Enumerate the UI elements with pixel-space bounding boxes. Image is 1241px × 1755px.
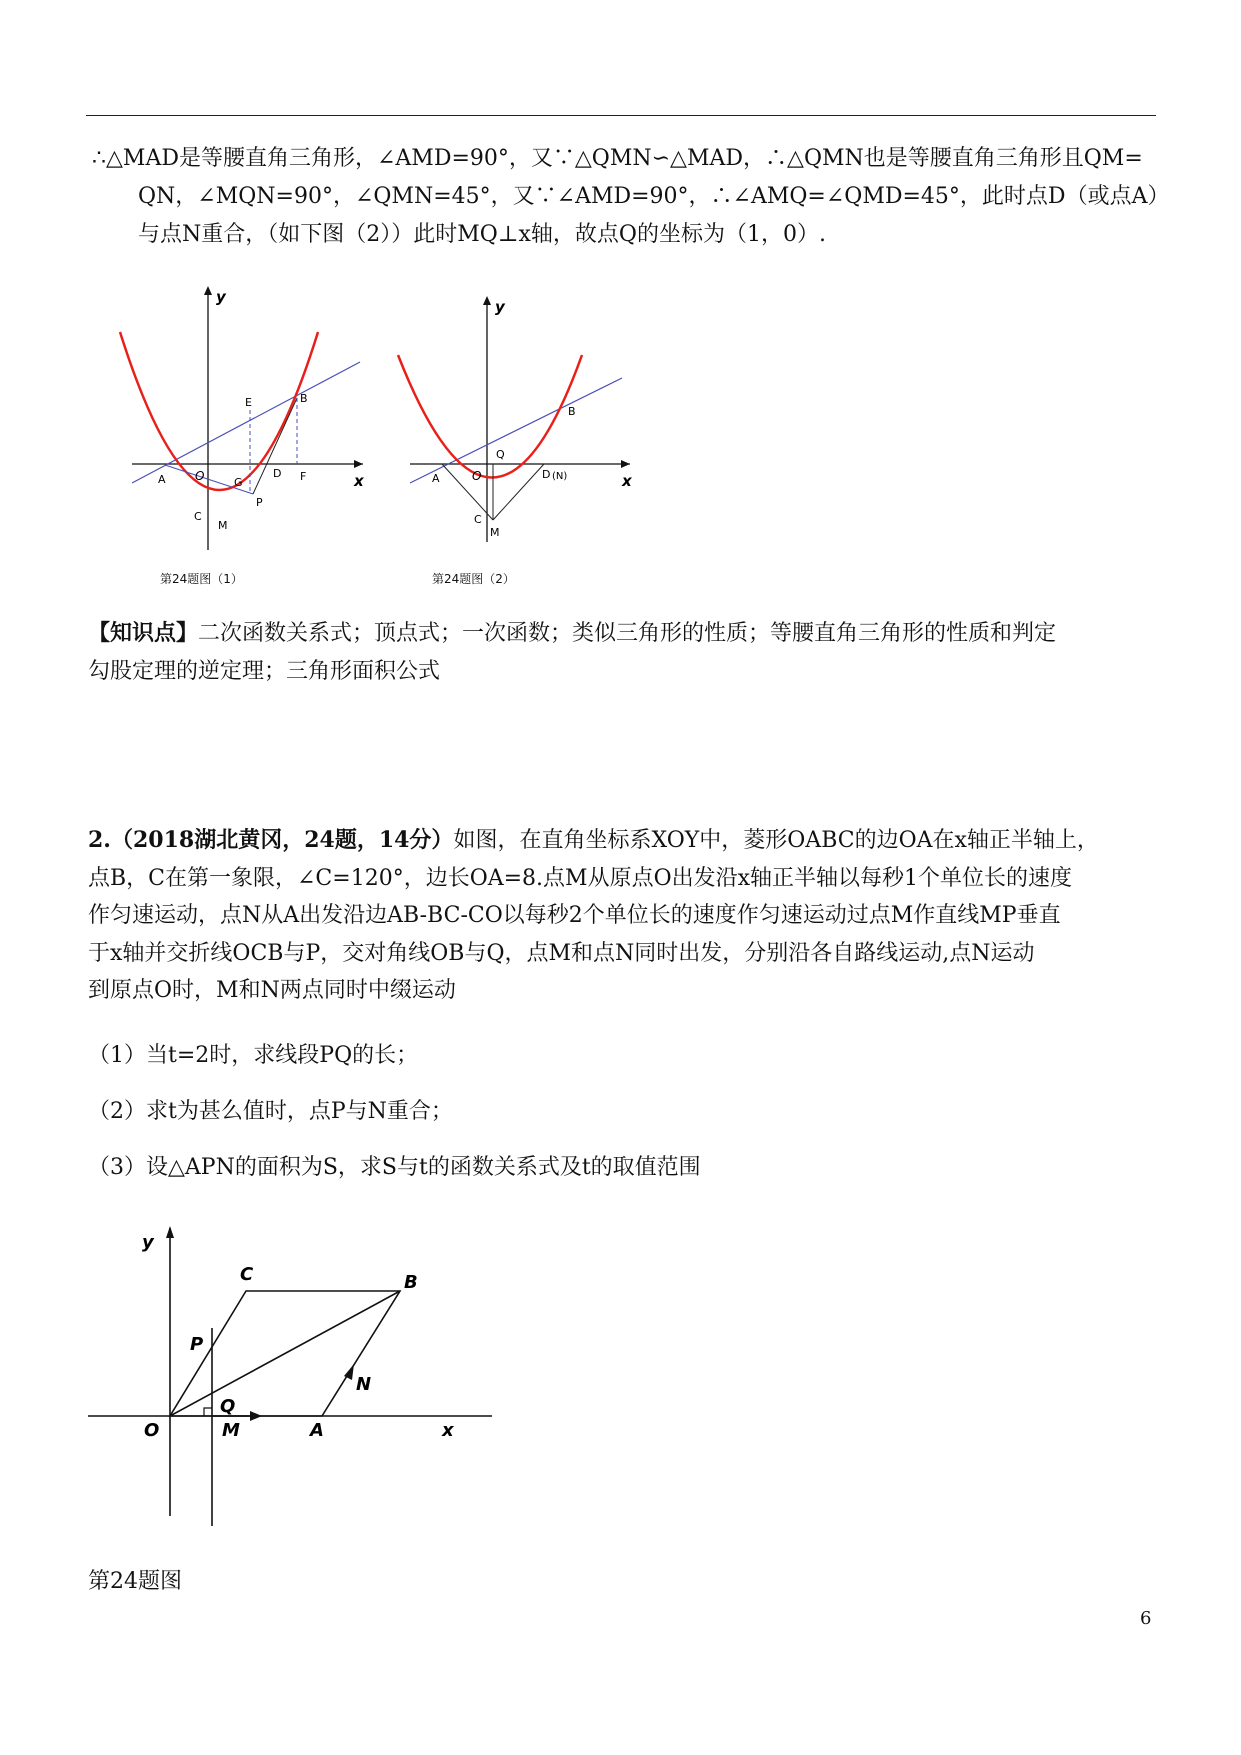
rhombus-label-o: O [144,1420,160,1441]
fig1-label-e: E [245,396,252,409]
question-2-line-5: 到原点O时，M和N两点同时中缀运动 [88,978,456,1003]
fig2-parabola [398,355,582,478]
question-2-line-3: 作匀速运动，点N从A出发沿边AB-BC-CO以每秒2个单位长的速度作匀速运动过点M作直线MP垂直 [88,903,1061,928]
solution-paragraph [92,140,1172,254]
rhombus-label-q: Q [220,1396,236,1417]
fig1-label-y: y [216,288,226,306]
fig1-label-m: M [218,519,228,532]
fig1-label-b: B [300,392,308,405]
question-2-line-4: 于x轴并交折线OCB与P，交对角线OB与Q，点M和点N同时出发，分别沿各自路线运动,点N运动 [88,940,1035,966]
rhombus-label-p: P [190,1334,204,1355]
fig2-label-b: B [568,405,576,418]
figure-caption: 第24题图 [88,1569,182,1594]
fig2-label-y: y [495,298,505,316]
diagonal-ob [170,1291,400,1416]
rhombus-label-m: M [222,1420,240,1441]
fig1-parabola [120,332,318,490]
page-number: 6 [1140,1608,1152,1629]
rhombus-label-c: C [240,1264,254,1285]
sub-question-3: （3）设△APN的面积为S，求S与t的函数关系式及t的取值范围 [88,1155,701,1180]
fig1-label-x: x [354,472,364,490]
rhombus-label-x: x [442,1420,454,1441]
fig1-label-c: C [194,510,202,523]
fig2-label-n: (N) [552,471,568,482]
rhombus-label-y: y [142,1232,154,1253]
knowledge-line-1: 二次函数关系式；顶点式；一次函数；类似三角形的性质；等腰直角三角形的性质和判定 [198,621,1057,646]
knowledge-line-2: 勾股定理的逆定理；三角形面积公式 [88,659,441,684]
question-2-line-1: 如图，在直角坐标系XOY中，菱形OABC的边OA在x轴正半轴上， [453,828,1099,853]
sub-question-1: （1）当t=2时，求线段PQ的长； [88,1043,419,1068]
question-2-heading: 2.（2018湖北黄冈，24题，14分） [88,827,454,853]
fig2-label-d: D [542,468,551,481]
header-rule [86,115,1156,116]
fig2-label-o: O [472,469,482,483]
fig1-label-p: P [256,496,263,509]
knowledge-heading: 【知识点】 [88,620,199,646]
fig1-label-d: D [273,467,282,480]
solution-line-3: 与点N重合，（如下图（2））此时MQ⊥x轴，故点Q的坐标为（1，0）. [138,222,826,247]
fig1-label-f: F [300,470,307,483]
fig2-label-m: M [490,526,500,539]
question-2-line-2: 点B，C在第一象限，∠C=120°，边长OA=8.点M从原点O出发沿x轴正半轴以每秒1个单位长的速度 [88,865,1073,891]
knowledge-points [88,614,1188,691]
fig2-line-ab [410,378,622,483]
fig2-label-x: x [622,472,632,490]
fig2-label-c: C [474,513,482,526]
solution-line-1: ∴△MAD是等腰直角三角形，∠AMD=90°，又∵△QMN∽△MAD，∴△QMN也是等腰直角三角形且QM= [92,146,1143,171]
figure-1 [110,280,380,590]
fig2-label-q: Q [496,448,505,461]
fig1-label-o: O [195,469,205,483]
sub-question-2: （2）求t为甚么值时，点P与N重合； [88,1099,453,1124]
figure-2-caption: 第24题图（2） [432,572,515,586]
rhombus-label-a: A [310,1420,324,1441]
figure-1-caption: 第24题图（1） [160,572,243,586]
fig1-label-a: A [158,473,166,486]
solution-line-2: QN，∠MQN=90°，∠QMN=45°，又∵∠AMD=90°，∴∠AMQ=∠QMD=45°，此时点D（或点A） [138,184,1170,209]
figure-rhombus [82,1226,502,1526]
fig1-label-g: G [234,476,243,489]
rhombus-label-n: N [356,1374,372,1395]
rhombus-label-b: B [404,1272,418,1293]
question-2 [88,822,1178,1010]
fig2-label-a: A [432,472,440,485]
figure-2 [392,280,652,590]
